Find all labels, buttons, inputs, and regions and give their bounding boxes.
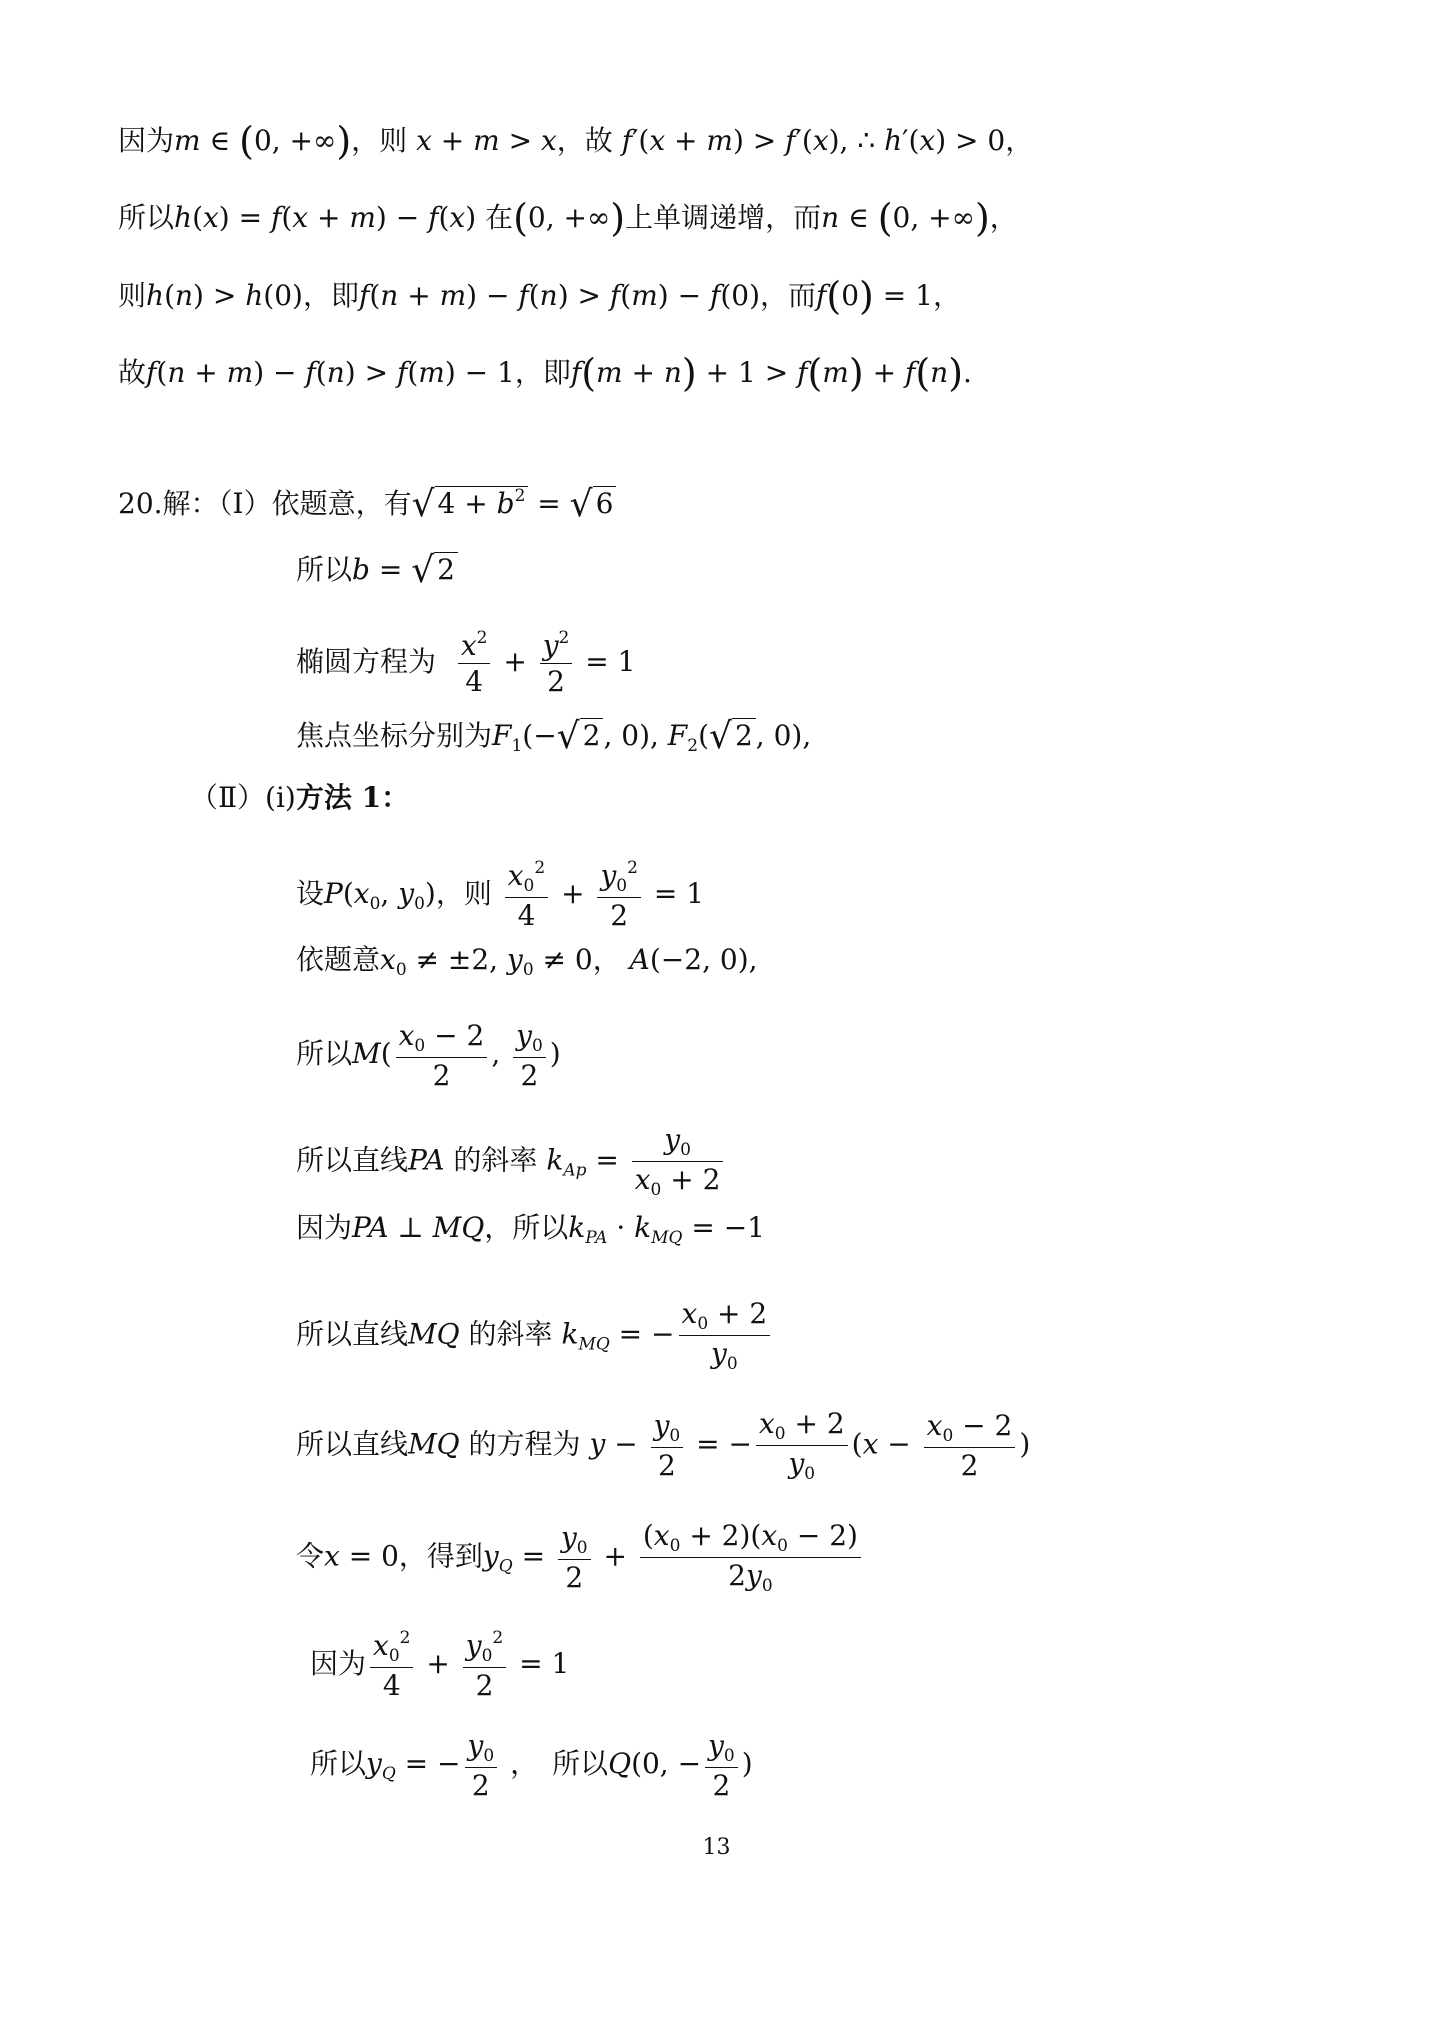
perpendicular-line: 因为PA ⊥ MQ，所以$k_{PA} \cdot k_{MQ} = -1$ [296,1211,765,1248]
page-number: 13 [702,1835,731,1860]
text-line-2: 所以h(x) = f(x + m) − f(x) 在(0, +∞)上单调递增，而n ∈ (0, +∞)， [118,196,1018,240]
text-line-4: 故f(n + m) − f(n) > f(m) − 1，即f(m + n) + 1 > f(m) + f(n). [118,351,972,395]
slope-PA-line: 所以直线PA 的斜率 $k_{Ap}$ = $\frac{y_0}{x_0 + 2}$ [296,1122,727,1202]
condition-line: 依题意$x_0 \ne \pm 2$, $y_0 \ne 0$， A(−2, 0), [296,943,758,980]
slope-MQ-line: 所以直线MQ 的斜率 $k_{MQ}$ = − $\frac{x_0 + 2}{y_0}$ [296,1296,774,1376]
set-P-line: 设$P(x_0$, $y_0$)，则 $\frac{x_0^2}{4}$ + $\frac{y_0^2}{2}$ = 1 [296,858,705,933]
problem-20-heading: 20.解：（Ⅰ）依题意，有√ $4 + b^2$ = √ 6 [118,476,616,525]
point-Q-line: 所以$y_Q$ = − $\frac{y_0}{2}$ ， 所以Q(0, − $\frac{y_0}{2}$ ) [310,1729,753,1803]
ellipse-equation-line: 椭圆方程为 $\frac{x^2}{4}$ + $\frac{y^2}{2}$ = 1 [296,628,636,698]
yQ-line: 令x = 0，得到$y_Q$ = $\frac{y_0}{2}$ + $\frac{(x_0 + 2)(x_0 - 2)}{2y_0}$ [296,1518,865,1598]
foci-line: 焦点坐标分别为$F_1(-√$ 2 , 0), $F_2(√$ 2 , 0), [296,716,812,757]
equation-MQ-line: 所以直线MQ 的方程为 y − $\frac{y_0}{2}$ = − $\frac{x_0 + 2}{y_0}$ (x − $\frac{x_0 - 2}{2}$ ) [296,1407,1031,1485]
text-line-3: 则h(n) > h(0)，即f(n + m) − f(n) > f(m) − f(0)，而f(0) = 1， [118,274,961,318]
because-ellipse-line: 因为 $\frac{x_0^2}{4}$ + $\frac{y_0^2}{2}$ = 1 [310,1628,570,1703]
b-value-line: 所以b = √ 2 [296,550,458,591]
part-2-heading: （Ⅱ）(i)方法 1： [190,781,410,814]
midpoint-M-line: 所以M( $\frac{x_0 - 2}{2}$ , $\frac{y_0}{2}$ ) [296,1019,561,1093]
text-line-1: 因为m ∈ (0, +∞)，则 x + m > x，故 f′(x + m) > f′(x), ∴ h′(x) > 0， [118,119,1034,163]
